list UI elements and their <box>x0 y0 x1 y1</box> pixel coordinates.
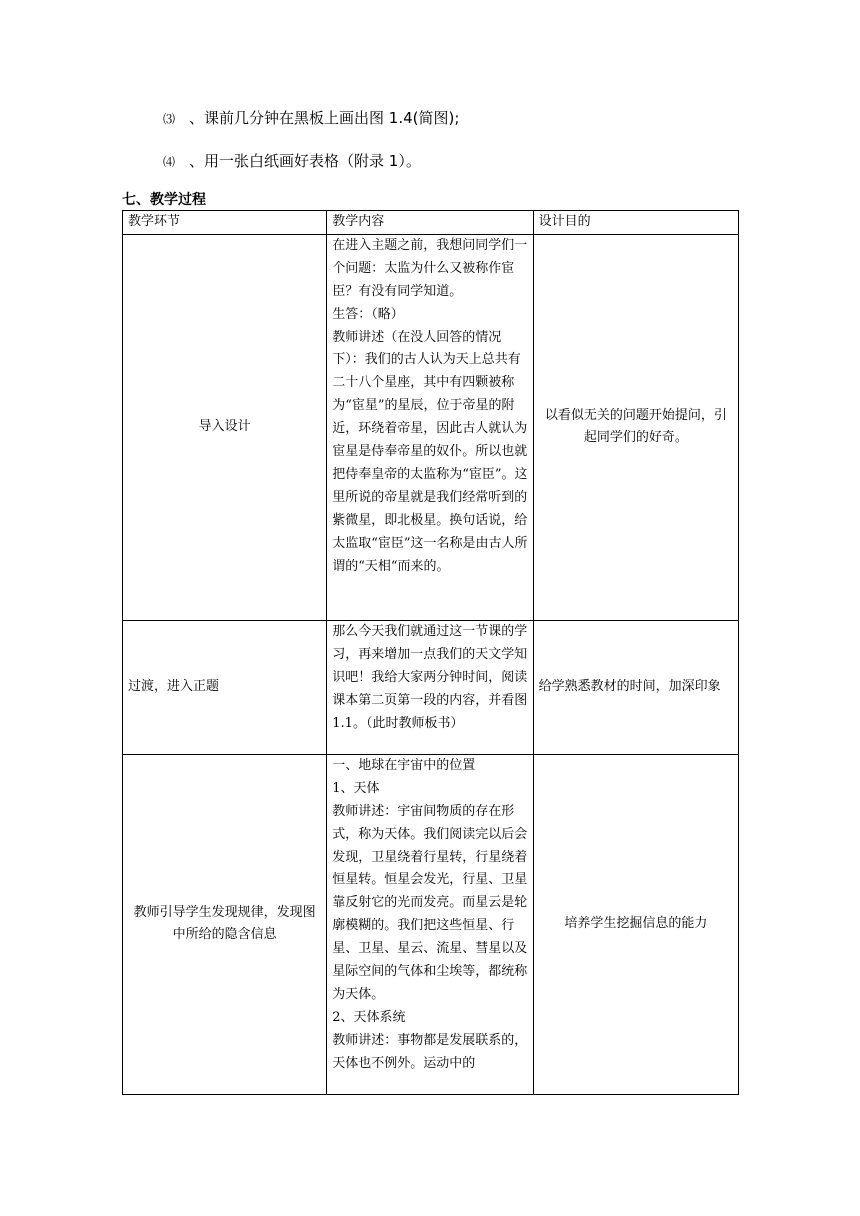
stage-cell: 过渡，进入正题 <box>123 620 327 754</box>
table-header-row <box>123 211 739 235</box>
table-row <box>123 754 739 1094</box>
content-cell <box>327 620 533 754</box>
prep-item-number: ⑶ <box>163 112 176 126</box>
content-paragraph: 那么今天我们就通过这一节课的学习，再来增加一点我们的天文学知识吧！我给大家两分钟时间，阅读课本第二页第一段的内容，并看图 1.1。（此时教师板书） <box>332 623 528 731</box>
content-paragraph: 生答：（略） <box>332 306 404 322</box>
table-row <box>123 234 739 620</box>
content-paragraph: 2、天体系统 <box>332 1009 406 1025</box>
content-paragraph: 1、天体 <box>332 780 380 796</box>
content-paragraph: 教师讲述：事物都是发展联系的，天体也不例外。运动中的 <box>332 1032 528 1071</box>
prep-item-text: 、课前几分钟在黑板上画出图 1.4(简图); <box>189 109 460 127</box>
content-paragraph: 一、地球在宇宙中的位置 <box>332 757 476 773</box>
teaching-process-table <box>122 210 739 1095</box>
content-paragraph: 教师讲述：宇宙间物质的存在形式，称为天体。我们阅读完以后会发现，卫星绕着行星转，行星绕着恒星转。恒星会发光，行星、卫星靠反射它的光而发亮。而星云是轮廓模糊的。我们把这些恒星、行星、卫星、星云、流星、彗星以及星际空间的气体和尘埃等，都统称为天体。 <box>332 803 528 1002</box>
prep-item-3 <box>163 108 459 129</box>
content-cell <box>327 754 533 1094</box>
section-heading: 七、教学过程 <box>122 192 206 208</box>
content-paragraph: 在进入主题之前，我想问同学们一个问题：太监为什么又被称作宦臣？有没有同学知道。 <box>332 237 528 299</box>
content-paragraph: 教师讲述（在没人回答的情况下）：我们的古人认为天上总共有二十八个星座，其中有四颗被称为“宦星”的星辰，位于帝星的附近，环绕着帝星，因此古人就认为宦星是侍奉帝星的奴仆。所以也就把侍奉皇帝的太监称为“宦臣”。这里所说的帝星就是我们经常听到的紫微星，即北极星。换句话说，给太监取“宦臣”这一名称是由古人所谓的“天相“而来的。 <box>332 329 528 574</box>
purpose-cell: 培养学生挖掘信息的能力 <box>533 754 738 1094</box>
header-purpose: 设计目的 <box>533 211 738 235</box>
header-content: 教学内容 <box>327 211 533 235</box>
stage-cell: 导入设计 <box>123 234 327 620</box>
content-cell <box>327 234 533 620</box>
prep-item-text: 、用一张白纸画好表格（附录 1）。 <box>189 152 421 170</box>
stage-cell: 教师引导学生发现规律，发现图中所给的隐含信息 <box>123 754 327 1094</box>
prep-item-number: ⑷ <box>163 155 176 169</box>
header-stage: 教学环节 <box>123 211 327 235</box>
purpose-cell: 给学熟悉教材的时间，加深印象 <box>533 620 738 754</box>
prep-item-4 <box>163 151 421 172</box>
purpose-cell: 以看似无关的问题开始提问，引起同学们的好奇。 <box>533 234 738 620</box>
table-row <box>123 620 739 754</box>
